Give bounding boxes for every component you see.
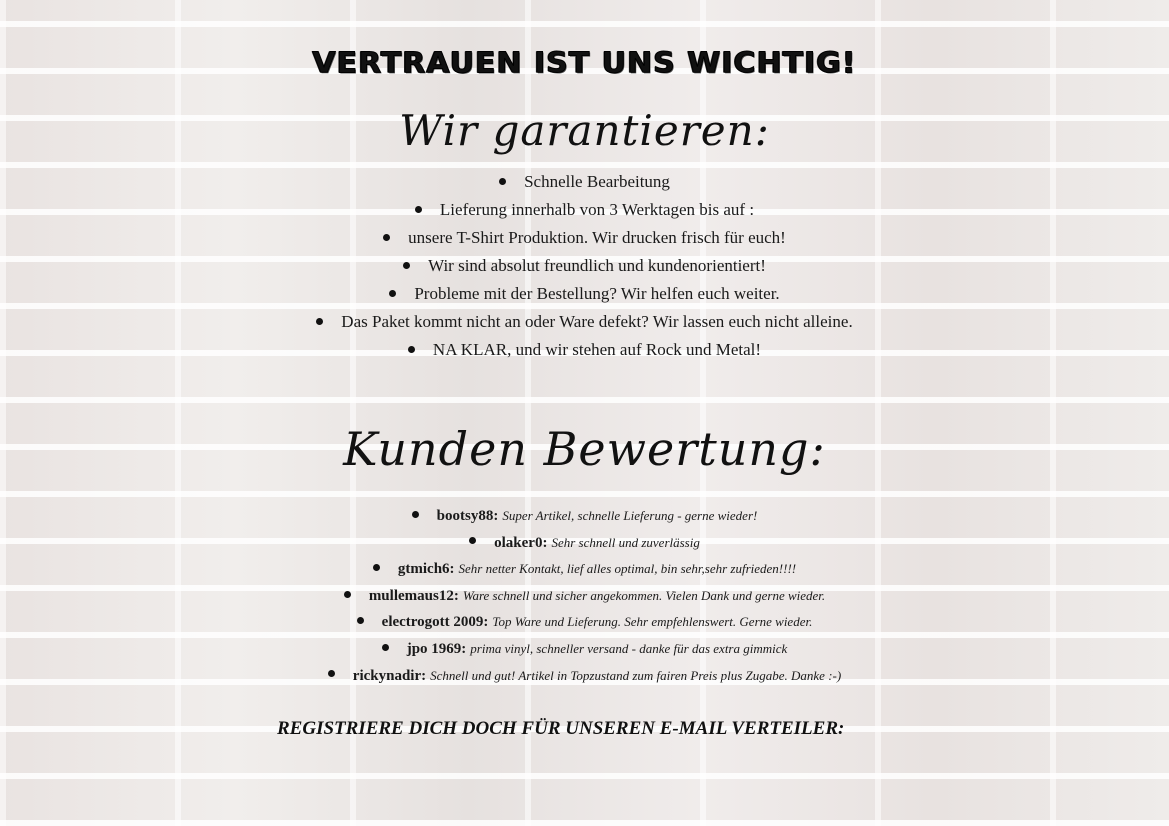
review-item [0,638,1169,665]
bullet-icon [403,262,410,269]
bullet-icon [415,206,422,213]
review-text: prima vinyl, schneller versand - danke für das extra gimmick [470,640,788,656]
guarantee-item-text: Das Paket kommt nicht an oder Ware defekt? Wir lassen euch nicht alleine. [341,312,853,331]
guarantee-item [0,198,1169,226]
review-text: Sehr netter Kontakt, lief alles optimal, bin sehr,sehr zufrieden!!!! [458,561,797,577]
guarantee-item-text: Schnelle Bearbeitung [524,172,670,191]
review-text: Sehr schnell und zuverlässig [551,534,700,550]
review-text: Schnell und gut! Artikel in Topzustand zum fairen Preis plus Zugabe. Danke :-) [430,667,842,683]
guarantee-item [0,170,1169,198]
guarantee-list [0,170,1169,366]
trust-banner-title: VERTRAUEN IST UNS WICHTIG! [312,46,857,81]
bullet-icon [408,346,415,353]
bullet-icon [328,670,335,677]
review-user: rickynadir: [352,667,427,684]
guarantee-item-text: Lieferung innerhalb von 3 Werktagen bis auf : [439,200,755,219]
review-user: bootsy88: [436,508,499,524]
bullet-icon [389,290,396,297]
bullet-icon [357,617,364,624]
reviews-heading: Kunden Bewertung: [343,422,826,476]
newsletter-signup-heading: REGISTRIERE DICH DOCH FÜR UNSEREN E-MAIL VERTEILER: [277,718,845,739]
review-user: olaker0: [494,534,548,551]
review-item [0,585,1169,612]
guarantee-item [0,254,1169,282]
bullet-icon [383,234,390,241]
guarantee-item [0,282,1169,310]
guarantee-item-text: unsere T-Shirt Produktion. Wir drucken frisch für euch! [408,228,786,247]
review-user: mullemaus12: [368,587,459,604]
review-text: Super Artikel, schnelle Lieferung - gerne wieder! [502,508,758,523]
guarantee-heading: Wir garantieren: [399,106,770,155]
review-user: gtmich6: [397,561,455,578]
guarantee-item-text: Wir sind absolut freundlich und kundenorientiert! [428,256,766,275]
bullet-icon [373,564,380,571]
review-item [0,665,1169,692]
review-user: electrogott 2009: [381,614,489,631]
bullet-icon [344,591,351,598]
guarantee-item [0,226,1169,254]
review-item [0,611,1169,638]
bullet-icon [316,318,323,325]
guarantee-item-text: NA KLAR, und wir stehen auf Rock und Metal! [432,340,762,359]
bullet-icon [469,537,476,544]
bullet-icon [382,644,389,651]
guarantee-item [0,338,1169,366]
review-item [0,558,1169,585]
guarantee-item-text: Probleme mit der Bestellung? Wir helfen euch weiter. [414,284,780,303]
review-item [0,532,1169,559]
review-item [0,505,1169,532]
bullet-icon [412,511,419,518]
bullet-icon [499,178,506,185]
reviews-list [0,505,1169,691]
review-text: Ware schnell und sicher angekommen. Vielen Dank und gerne wieder. [462,587,826,603]
review-user: jpo 1969: [406,640,467,657]
review-text: Top Ware und Lieferung. Sehr empfehlenswert. Gerne wieder. [492,614,813,630]
guarantee-item [0,310,1169,338]
